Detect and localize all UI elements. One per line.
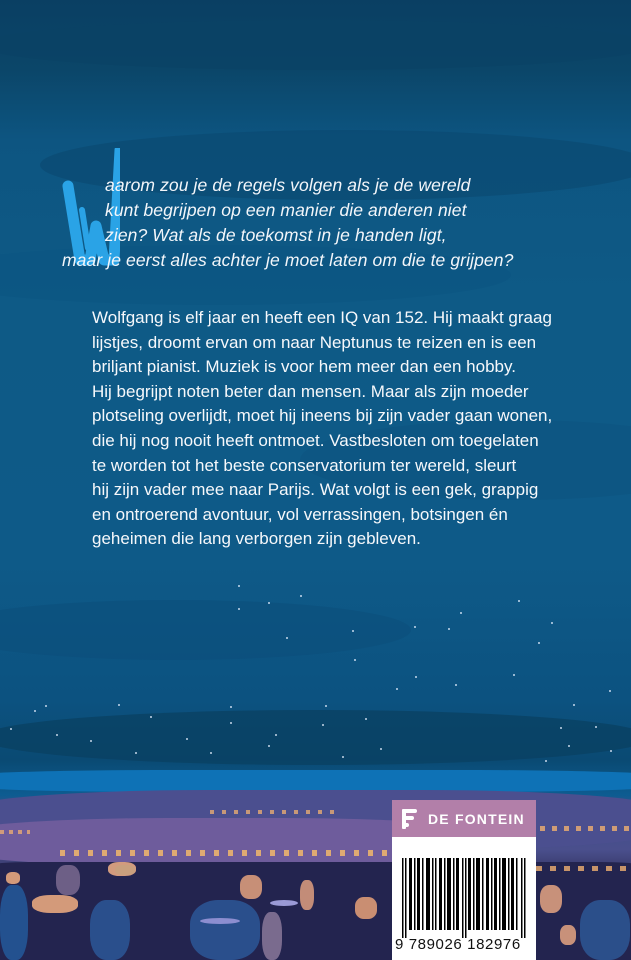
city-building (262, 912, 282, 960)
star (415, 676, 417, 678)
blurb-line: die hij nog nooit heeft ontmoet. Vastbesloten om toegelaten (92, 430, 539, 450)
blurb-text (92, 306, 612, 552)
star (455, 684, 457, 686)
city-lights-row (536, 866, 631, 871)
star (150, 716, 152, 718)
blurb-line: en ontroerend avontuur, vol verrassingen, botsingen én (92, 504, 508, 524)
star (460, 612, 462, 614)
star (545, 760, 547, 762)
star (551, 622, 553, 624)
star (573, 704, 575, 706)
blurb-line: geheimen die lang verborgen zijn gebleven. (92, 529, 421, 549)
star (595, 726, 597, 728)
star (513, 674, 515, 676)
city-light (200, 918, 240, 924)
star (365, 718, 367, 720)
star (322, 724, 324, 726)
star (238, 585, 240, 587)
barcode (402, 858, 526, 938)
city-light (540, 885, 562, 913)
city-light (240, 875, 262, 899)
blurb-line: lijstjes, droomt ervan om naar Neptunus te reizen en is een (92, 332, 537, 352)
isbn-number: 9 789026 182976 (395, 936, 521, 953)
blurb-line: hij zijn vader mee naar Parijs. Wat volgt is een gek, grappig (92, 480, 539, 500)
city-building (580, 900, 630, 960)
star (352, 630, 354, 632)
city-lights-row (210, 810, 340, 814)
sky-band (0, 20, 631, 70)
barcode-box (392, 800, 536, 960)
star (118, 704, 120, 706)
star (300, 595, 302, 597)
star (354, 659, 356, 661)
star (210, 752, 212, 754)
star (568, 745, 570, 747)
star (45, 705, 47, 707)
sky-band (0, 600, 411, 660)
city-lights-row (540, 826, 631, 831)
sky-band (0, 710, 631, 765)
star (268, 745, 270, 747)
star (56, 734, 58, 736)
star (325, 705, 327, 707)
barcode-bars-icon (402, 858, 526, 938)
blurb-line: Wolfgang is elf jaar en heeft een IQ van 152. Hij maakt graag (92, 308, 552, 327)
blurb-line: plotseling overlijdt, moet hij ineens bij zijn vader gaan wonen, (92, 406, 553, 426)
intro-line: maar je eerst alles achter je moet laten om die te grijpen? (62, 250, 514, 270)
blurb-line: te worden tot het beste conservatorium ter wereld, sleurt (92, 455, 517, 475)
star (34, 710, 36, 712)
star (275, 734, 277, 736)
city-light (270, 900, 298, 906)
star (230, 722, 232, 724)
star (186, 738, 188, 740)
star (230, 706, 232, 708)
intro-question-text (62, 173, 582, 273)
star (518, 600, 520, 602)
star (286, 637, 288, 639)
star (560, 727, 562, 729)
blurb-line: Hij begrijpt noten beter dan mensen. Maar als zijn moeder (92, 381, 529, 401)
star (396, 688, 398, 690)
star (610, 750, 612, 752)
city-building (56, 865, 80, 895)
star (135, 752, 137, 754)
city-light (32, 895, 78, 913)
intro-line: kunt begrijpen op een manier die anderen niet (105, 200, 467, 220)
city-light (355, 897, 377, 919)
city-light (6, 872, 20, 884)
star (609, 690, 611, 692)
star (268, 602, 270, 604)
star (90, 740, 92, 742)
star (380, 748, 382, 750)
horizon-glow (0, 770, 631, 792)
star (448, 628, 450, 630)
fontein-f-logo-icon (402, 809, 418, 829)
city-lights-row (0, 830, 30, 834)
publisher-name: DE FONTEIN (428, 810, 525, 827)
city-building (90, 900, 130, 960)
city-building (0, 885, 28, 960)
city-light (115, 865, 135, 875)
city-building (190, 900, 260, 960)
publisher-band (392, 800, 536, 837)
star (414, 626, 416, 628)
city-building (300, 880, 314, 910)
star (342, 756, 344, 758)
blurb-line: briljant pianist. Muziek is voor hem meer dan een hobby. (92, 357, 516, 377)
star (538, 642, 540, 644)
star (238, 608, 240, 610)
star (10, 728, 12, 730)
intro-line: aarom zou je de regels volgen als je de wereld (105, 175, 471, 195)
city-light (560, 925, 576, 945)
intro-line: zien? Wat als de toekomst in je handen ligt, (105, 225, 447, 245)
